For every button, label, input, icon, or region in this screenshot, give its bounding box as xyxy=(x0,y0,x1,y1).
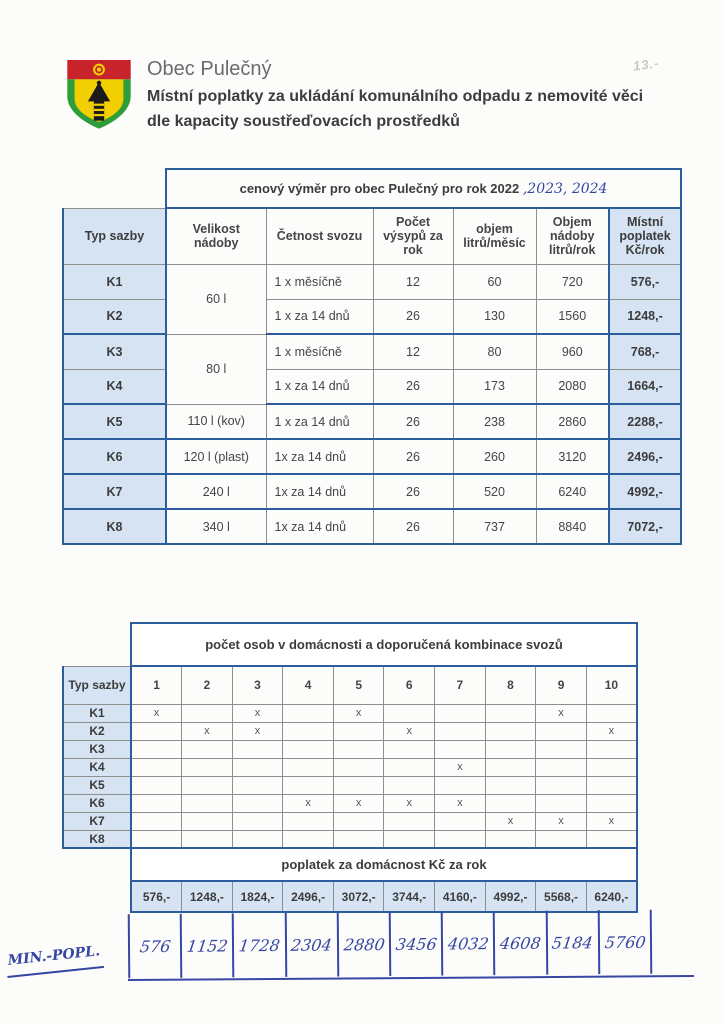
mark-cell xyxy=(283,812,334,830)
price-table xyxy=(62,168,682,545)
mark-cell xyxy=(485,794,536,812)
spacer-cell xyxy=(63,169,166,208)
mark-cell xyxy=(131,812,182,830)
rate-label: K6 xyxy=(63,439,166,474)
container-size: 80 l xyxy=(166,334,266,404)
fee: 1248,- xyxy=(609,299,681,334)
table-row xyxy=(63,758,637,776)
handwritten-value: 5184 xyxy=(551,932,595,953)
person-count-header: 8 xyxy=(485,666,536,704)
mark-cell xyxy=(232,794,283,812)
mark-cell xyxy=(435,830,486,848)
container-size: 340 l xyxy=(166,509,266,544)
volume-year: 3120 xyxy=(536,439,609,474)
handwritten-cell xyxy=(128,914,181,978)
mark-cell: x xyxy=(384,794,435,812)
mark-cell xyxy=(485,704,536,722)
rate-label: K6 xyxy=(63,794,131,812)
mark-cell xyxy=(586,830,637,848)
mark-cell xyxy=(435,722,486,740)
spacer-cell xyxy=(63,881,131,912)
dumps-per-year: 12 xyxy=(373,264,453,299)
mark-cell xyxy=(586,704,637,722)
mark-cell: x xyxy=(435,758,486,776)
mark-cell xyxy=(131,794,182,812)
container-size: 110 l (kov) xyxy=(166,404,266,439)
volume-year: 2080 xyxy=(536,369,609,404)
rate-label: K3 xyxy=(63,740,131,758)
mark-cell xyxy=(536,740,587,758)
mark-cell xyxy=(485,758,536,776)
container-size: 240 l xyxy=(166,474,266,509)
rate-label: K1 xyxy=(63,264,166,299)
mark-cell xyxy=(232,812,283,830)
dumps-per-year: 26 xyxy=(373,474,453,509)
mark-cell xyxy=(333,740,384,758)
mark-cell xyxy=(283,830,334,848)
fee: 2496,- xyxy=(609,439,681,474)
person-count-header: 7 xyxy=(435,666,486,704)
mark-cell xyxy=(586,740,637,758)
mark-cell xyxy=(435,812,486,830)
mark-cell xyxy=(485,722,536,740)
table-row xyxy=(63,740,637,758)
mark-cell xyxy=(131,776,182,794)
price-table-title xyxy=(166,169,681,208)
mark-cell xyxy=(182,776,233,794)
spacer-cell xyxy=(63,848,131,881)
mark-cell xyxy=(182,794,233,812)
mark-cell xyxy=(131,758,182,776)
frequency: 1x za 14 dnů xyxy=(266,474,373,509)
col-header-velikost: Velikost nádoby xyxy=(166,208,266,264)
household-combination-table xyxy=(62,622,638,913)
mark-cell xyxy=(485,830,536,848)
combination-header-row xyxy=(63,666,637,704)
mark-cell: x xyxy=(435,794,486,812)
rate-label: K4 xyxy=(63,758,131,776)
mark-cell xyxy=(485,740,536,758)
table-row xyxy=(63,474,681,509)
mark-cell xyxy=(435,776,486,794)
org-name: Obec Pulečný xyxy=(147,58,272,80)
household-fee: 1824,- xyxy=(232,881,283,912)
mark-cell xyxy=(333,758,384,776)
col-header-typ-sazby: Typ sazby xyxy=(63,666,131,704)
household-fee: 3072,- xyxy=(333,881,384,912)
mark-cell: x xyxy=(586,812,637,830)
doc-title-line2: dle kapacity soustřeďovacích prostředků xyxy=(147,113,460,130)
handwritten-cell xyxy=(180,913,233,977)
fee: 2288,- xyxy=(609,404,681,439)
table-row xyxy=(63,812,637,830)
volume-month: 260 xyxy=(453,439,536,474)
handwritten-cell xyxy=(389,912,442,976)
mark-cell: x xyxy=(333,704,384,722)
fee: 1664,- xyxy=(609,369,681,404)
combination-table-title: počet osob v domácnosti a doporučená kombinace svozů xyxy=(131,623,637,666)
dumps-per-year: 26 xyxy=(373,369,453,404)
mark-cell xyxy=(232,776,283,794)
frequency: 1x za 14 dnů xyxy=(266,509,373,544)
frequency: 1 x měsíčně xyxy=(266,264,373,299)
mark-cell xyxy=(384,740,435,758)
margin-note-min-popl: MIN.-POPL. xyxy=(5,943,104,978)
volume-month: 80 xyxy=(453,334,536,369)
fee: 4992,- xyxy=(609,474,681,509)
mark-cell xyxy=(232,758,283,776)
dumps-per-year: 12 xyxy=(373,334,453,369)
fee-row xyxy=(63,881,637,912)
mark-cell: x xyxy=(182,722,233,740)
rate-label: K4 xyxy=(63,369,166,404)
mark-cell xyxy=(182,830,233,848)
table-row xyxy=(63,776,637,794)
mark-cell xyxy=(536,722,587,740)
frequency: 1 x za 14 dnů xyxy=(266,299,373,334)
person-count-header: 10 xyxy=(586,666,637,704)
volume-year: 720 xyxy=(536,264,609,299)
mark-cell xyxy=(586,794,637,812)
mark-cell xyxy=(182,740,233,758)
person-count-header: 2 xyxy=(182,666,233,704)
mark-cell xyxy=(182,704,233,722)
rate-label: K7 xyxy=(63,474,166,509)
person-count-header: 9 xyxy=(536,666,587,704)
handwritten-cell xyxy=(545,910,598,974)
container-size: 120 l (plast) xyxy=(166,439,266,474)
handwritten-value: 1728 xyxy=(237,935,282,955)
mark-cell xyxy=(333,776,384,794)
handwritten-value: 4608 xyxy=(498,933,543,953)
volume-month: 60 xyxy=(453,264,536,299)
mark-cell: x xyxy=(232,704,283,722)
frequency: 1 x za 14 dnů xyxy=(266,369,373,404)
spacer-cell xyxy=(63,623,131,666)
handwritten-value: 1152 xyxy=(185,935,229,956)
table-row xyxy=(63,722,637,740)
table-row xyxy=(63,439,681,474)
volume-month: 238 xyxy=(453,404,536,439)
table-row xyxy=(63,299,681,334)
volume-year: 2860 xyxy=(536,404,609,439)
mark-cell xyxy=(435,740,486,758)
rate-label: K3 xyxy=(63,334,166,369)
mark-cell xyxy=(384,776,435,794)
col-header-cetnost: Četnost svozu xyxy=(266,208,373,264)
volume-year: 960 xyxy=(536,334,609,369)
mark-cell: x xyxy=(131,704,182,722)
household-fee: 2496,- xyxy=(283,881,334,912)
handwritten-value: 5760 xyxy=(603,932,647,952)
table-row xyxy=(63,704,637,722)
mark-cell xyxy=(333,830,384,848)
volume-month: 173 xyxy=(453,369,536,404)
dumps-per-year: 26 xyxy=(373,299,453,334)
table-row xyxy=(63,404,681,439)
mark-cell xyxy=(283,758,334,776)
table-row xyxy=(63,334,681,369)
household-fee: 5568,- xyxy=(536,881,587,912)
volume-month: 130 xyxy=(453,299,536,334)
volume-month: 520 xyxy=(453,474,536,509)
fee: 576,- xyxy=(609,264,681,299)
volume-year: 8840 xyxy=(536,509,609,544)
doc-title-line1: Místní poplatky za ukládání komunálního odpadu z nemovité věci xyxy=(147,88,644,105)
table-row xyxy=(63,264,681,299)
household-fee: 4992,- xyxy=(485,881,536,912)
handwritten-cell xyxy=(493,911,546,975)
household-fee: 6240,- xyxy=(586,881,637,912)
municipal-coat-of-arms-icon xyxy=(62,56,136,132)
price-table-header-row xyxy=(63,208,681,264)
mark-cell xyxy=(182,812,233,830)
rate-label: K2 xyxy=(63,299,166,334)
mark-cell: x xyxy=(384,722,435,740)
handwritten-values-row xyxy=(128,910,653,979)
handwritten-cell xyxy=(232,913,285,977)
col-header-poplatek: Místní poplatek Kč/rok xyxy=(609,208,681,264)
rate-label: K8 xyxy=(63,509,166,544)
price-table-title-text: cenový výměr pro obec Pulečný pro rok 2022 xyxy=(239,180,520,196)
person-count-header: 6 xyxy=(384,666,435,704)
handwritten-value: 576 xyxy=(138,936,172,956)
handwritten-value: 2880 xyxy=(342,934,386,954)
rate-label: K5 xyxy=(63,404,166,439)
handwritten-cell xyxy=(441,911,494,975)
person-count-header: 4 xyxy=(283,666,334,704)
mark-cell xyxy=(232,740,283,758)
mark-cell: x xyxy=(333,794,384,812)
household-fee: 576,- xyxy=(131,881,182,912)
table-row xyxy=(63,830,637,848)
fee: 7072,- xyxy=(609,509,681,544)
frequency: 1x za 14 dnů xyxy=(266,439,373,474)
mark-cell: x xyxy=(586,722,637,740)
mark-cell xyxy=(536,830,587,848)
table-row xyxy=(63,369,681,404)
corner-pencil-note: 13.- xyxy=(632,55,661,74)
mark-cell xyxy=(283,776,334,794)
mark-cell xyxy=(333,722,384,740)
volume-year: 6240 xyxy=(536,474,609,509)
mark-cell xyxy=(384,812,435,830)
person-count-header: 3 xyxy=(232,666,283,704)
mark-cell xyxy=(131,722,182,740)
volume-month: 737 xyxy=(453,509,536,544)
mark-cell xyxy=(131,740,182,758)
handwritten-cell xyxy=(598,910,653,974)
fee-footer-title: poplatek za domácnost Kč za rok xyxy=(131,848,637,881)
col-header-typ-sazby: Typ sazby xyxy=(63,208,166,264)
handwritten-cell xyxy=(337,912,390,976)
frequency: 1 x za 14 dnů xyxy=(266,404,373,439)
mark-cell xyxy=(333,812,384,830)
mark-cell xyxy=(283,722,334,740)
rate-label: K2 xyxy=(63,722,131,740)
mark-cell xyxy=(536,794,587,812)
mark-cell xyxy=(536,776,587,794)
container-size: 60 l xyxy=(166,264,266,334)
table-row xyxy=(63,509,681,544)
mark-cell xyxy=(232,830,283,848)
mark-cell xyxy=(384,830,435,848)
frequency: 1 x měsíčně xyxy=(266,334,373,369)
mark-cell xyxy=(485,776,536,794)
table-row xyxy=(63,794,637,812)
volume-year: 1560 xyxy=(536,299,609,334)
mark-cell: x xyxy=(536,812,587,830)
household-fee: 3744,- xyxy=(384,881,435,912)
mark-cell xyxy=(586,758,637,776)
mark-cell xyxy=(131,830,182,848)
mark-cell xyxy=(435,704,486,722)
person-count-header: 1 xyxy=(131,666,182,704)
rate-label: K5 xyxy=(63,776,131,794)
handwritten-value: 3456 xyxy=(394,934,438,954)
handwritten-years-note: ,2023, 2024 xyxy=(522,180,608,197)
mark-cell xyxy=(384,704,435,722)
household-fee: 4160,- xyxy=(435,881,486,912)
mark-cell xyxy=(536,758,587,776)
handwritten-value: 4032 xyxy=(446,933,490,954)
mark-cell: x xyxy=(283,794,334,812)
mark-cell: x xyxy=(485,812,536,830)
fee: 768,- xyxy=(609,334,681,369)
person-count-header: 5 xyxy=(333,666,384,704)
mark-cell xyxy=(283,740,334,758)
dumps-per-year: 26 xyxy=(373,509,453,544)
col-header-objem-rok: Objem nádoby litrů/rok xyxy=(536,208,609,264)
dumps-per-year: 26 xyxy=(373,404,453,439)
household-fee: 1248,- xyxy=(182,881,233,912)
col-header-objem-mesic: objem litrů/měsíc xyxy=(453,208,536,264)
handwritten-cell xyxy=(284,912,337,976)
mark-cell: x xyxy=(232,722,283,740)
rate-label: K7 xyxy=(63,812,131,830)
handwritten-value: 2304 xyxy=(290,934,334,955)
mark-cell xyxy=(384,758,435,776)
mark-cell xyxy=(182,758,233,776)
rate-label: K1 xyxy=(63,704,131,722)
dumps-per-year: 26 xyxy=(373,439,453,474)
mark-cell xyxy=(586,776,637,794)
col-header-vysypy: Počet výsypů za rok xyxy=(373,208,453,264)
rate-label: K8 xyxy=(63,830,131,848)
mark-cell xyxy=(283,704,334,722)
mark-cell: x xyxy=(536,704,587,722)
